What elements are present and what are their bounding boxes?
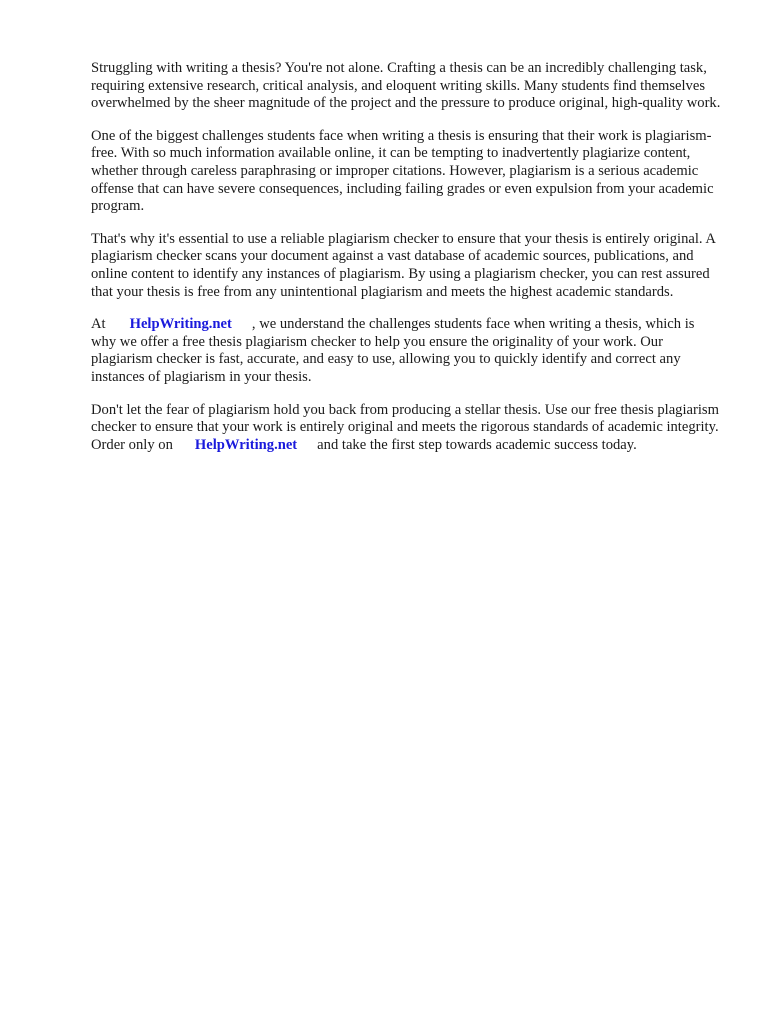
document-body xyxy=(91,60,721,469)
paragraph-challenges: One of the biggest challenges students face when writing a thesis is ensuring that their work is plagiarism-free. With so much information available online, it can be tempting to inadvertently plagiarize content, whether through careless paraphrasing or improper citations. However, plagiarism is a serious academic offense that can have severe consequences, including failing grades or even expulsion from your academic program. xyxy=(91,127,714,215)
paragraph-intro: Struggling with writing a thesis? You're not alone. Crafting a thesis can be an incredibly challenging task, requiring extensive research, critical analysis, and eloquent writing skills. Many students find themselves overwhelmed by the sheer magnitude of the project and the pressure to produce original, high-quality work. xyxy=(91,60,721,112)
paragraph-service xyxy=(91,316,721,386)
paragraph-cta xyxy=(91,402,721,455)
paragraph-service-lead: At xyxy=(91,316,106,333)
paragraph-service-text: , we understand the challenges students face when writing a thesis, which is why we offer a free thesis plagiarism checker to help you ensure the originality of your work. Our plagiarism checker is fast, accurate, and easy to use, allowing you to quickly identify and correct any instances of plagiarism in your thesis. xyxy=(91,316,695,385)
helpwriting-link[interactable]: HelpWriting.net xyxy=(194,436,298,453)
paragraph-checker: That's why it's essential to use a reliable plagiarism checker to ensure that your thesis is entirely original. A plagiarism checker scans your document against a vast database of academic sources, publications, and online content to identify any instances of plagiarism. By using a plagiarism checker, you can rest assured that your thesis is free from any unintentional plagiarism and meets the highest academic standards. xyxy=(91,230,716,300)
helpwriting-link[interactable]: HelpWriting.net xyxy=(129,316,232,333)
paragraph-cta-tail: and take the first step towards academic success today. xyxy=(317,436,637,453)
paragraph-cta-text: Don't let the fear of plagiarism hold you back from producing a stellar thesis. Use our free thesis plagiarism checker to ensure that your work is entirely original and meets the rigorous standards of academic integrity. Order only on xyxy=(91,401,719,453)
